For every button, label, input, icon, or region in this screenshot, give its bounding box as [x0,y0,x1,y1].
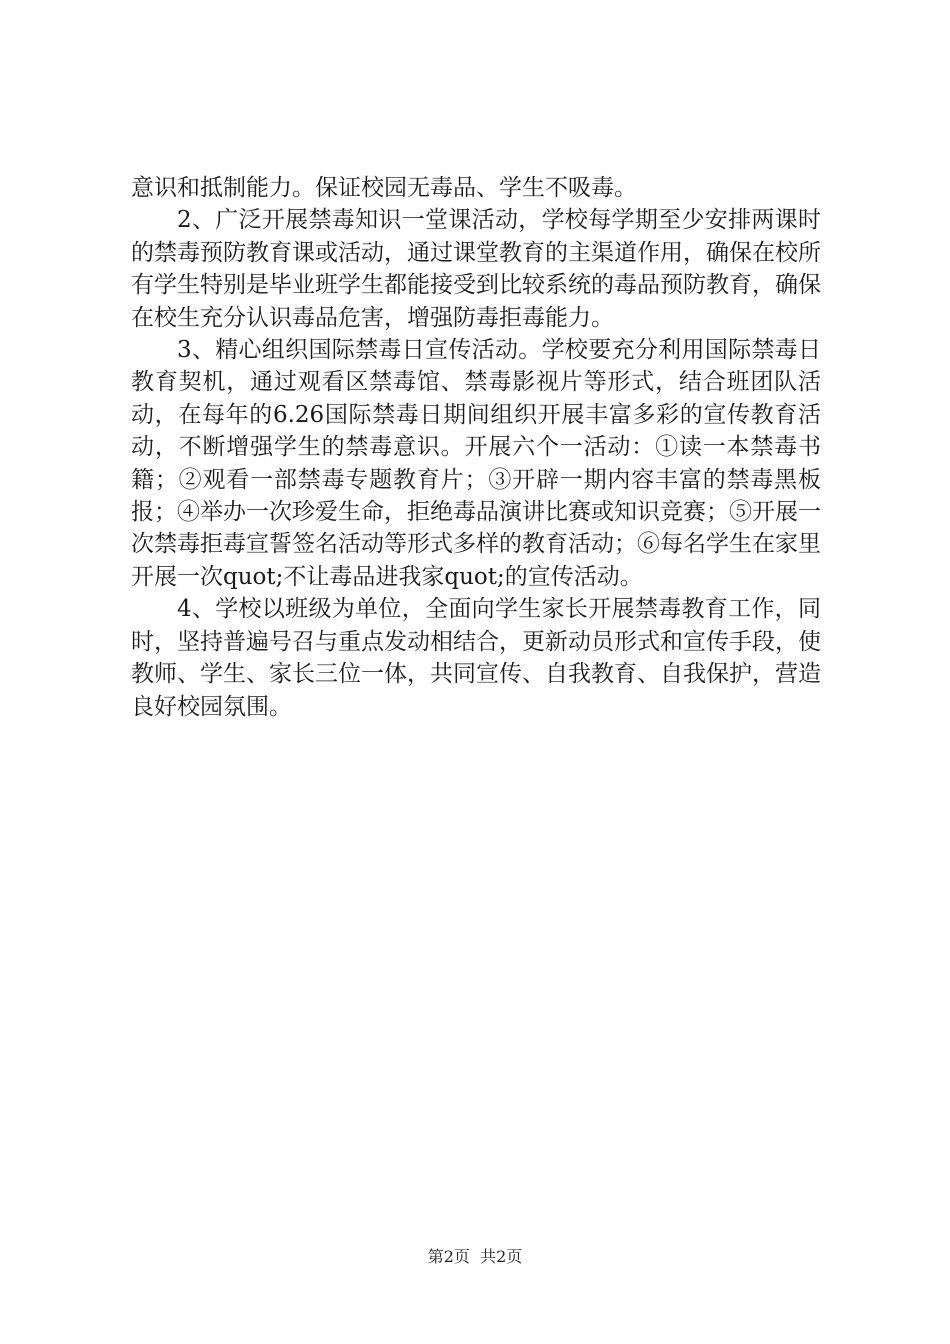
paragraph-item-4: 4、学校以班级为单位，全面向学生家长开展禁毒教育工作，同时，坚持普遍号召与重点发动相结合，更新动员形式和宣传手段，使教师、学生、家长三位一体，共同宣传、自我教育、自我保护，营造良好校园氛围。 [131,596,821,720]
paragraph-continuation: 意识和抵制能力。保证校园无毒品、学生不吸毒。 [131,175,637,201]
paragraph-item-2: 2、广泛开展禁毒知识一堂课活动，学校每学期至少安排两课时的禁毒预防教育课或活动，通过课堂教育的主渠道作用，确保在校所有学生特别是毕业班学生都能接受到比较系统的毒品预防教育，确保在校生充分认识毒品危害，增强防毒拒毒能力。 [131,207,821,331]
page-number-footer: 第2页 共2页 [427,1247,523,1266]
paragraph-item-3: 3、精心组织国际禁毒日宣传活动。学校要充分利用国际禁毒日教育契机，通过观看区禁毒馆、禁毒影视片等形式，结合班团队活动，在每年的6.26国际禁毒日期间组织开展丰富多彩的宣传教育活动，不断增强学生的禁毒意识。开展六个一活动：①读一本禁毒书籍；②观看一部禁毒专题教育片；③开辟一期内容丰富的禁毒黑板报；④举办一次珍爱生命，拒绝毒品演讲比赛或知识竞赛；⑤开展一次禁毒拒毒宣誓签名活动等形式多样的教育活动；⑥每名学生在家里开展一次quot;不让毒品进我家quot;的宣传活动。 [131,337,821,590]
document-body [131,172,821,723]
